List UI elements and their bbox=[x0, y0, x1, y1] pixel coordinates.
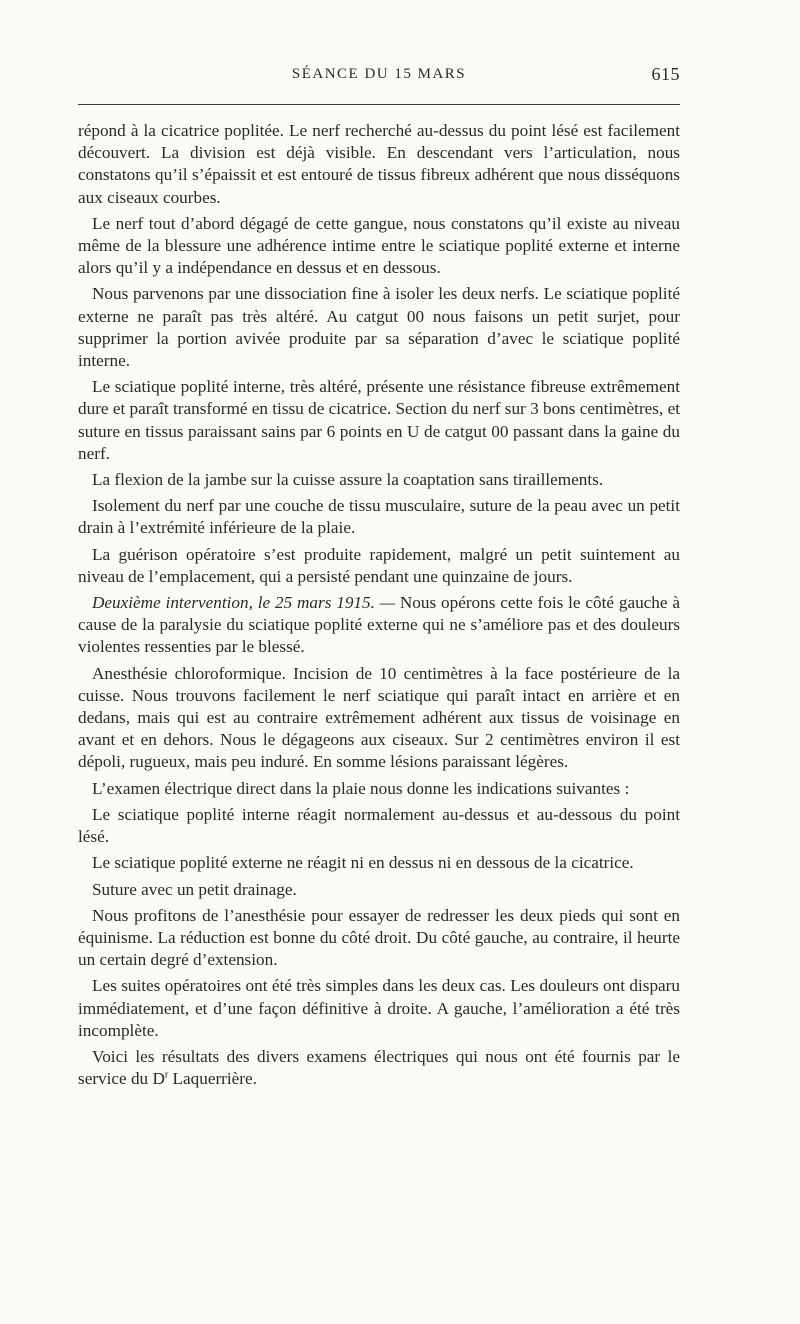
paragraph: La flexion de la jambe sur la cuisse assure la coaptation sans tiraillements. bbox=[92, 470, 604, 490]
paragraph: Le nerf tout d’abord dégagé de cette gangue, nous constatons qu’il existe au niveau même de la blessure une adhérence intime entre le sciatique poplité externe et interne alors qu’il y a indépendance en dessus et en dessous. bbox=[78, 213, 680, 278]
header-title: SÉANCE DU 15 MARS bbox=[291, 66, 467, 82]
results-intro: Voici les résultats des divers examens électriques qui nous ont été bbox=[92, 1046, 575, 1066]
paragraph: Le sciatique poplité interne réagit normalement au-dessus et au-dessous du point lésé. bbox=[78, 804, 680, 847]
paragraph: Anesthésie chloroformique. Incision de 10 centimètres à la face postérieure de la cuisse. Nous trouvons facilement le nerf sciatique qui paraît intact en arrière et en dedans, mais qui est au contraire extrêmement adhérent aux tissus de voisinage en avant et en dehors. Nous le dégageons aux ciseaux. Sur 2 centimètres environ il est dépoli, rugueux, mais peu induré. En somme lésions paraissant légères. bbox=[78, 663, 680, 772]
paragraph: Isolement du nerf par une couche de tissu musculaire, suture de la peau avec un petit drain à l’extrémité inférieure de la plaie. bbox=[78, 496, 680, 538]
body-text bbox=[78, 120, 680, 1094]
paragraph: Le sciatique poplité externe ne réagit ni en dessus ni en dessous de la cicatrice. bbox=[92, 853, 634, 873]
paragraph: L’examen électrique direct dans la plaie nous donne les indications suivantes : bbox=[92, 778, 630, 798]
paragraph: Nous profitons de l’anesthésie pour essayer de redresser les deux pieds qui sont en équinisme. La réduction est bonne du côté droit. Du côté gauche, au contraire, il heurte un certain degré d’extension. bbox=[78, 905, 680, 970]
doctor-title-sup: r bbox=[164, 1069, 169, 1081]
paragraph-results bbox=[78, 1046, 680, 1090]
second-intervention-text: Nous opérons cette fois le côté gauche à cause de la paralysie du sciatique poplité externe qui ne s’améliore pas et des douleurs violentes ressenties par le blessé. bbox=[78, 593, 680, 657]
paragraph-second-intervention bbox=[78, 592, 680, 659]
paragraph: Nous parvenons par une dissociation fine à isoler les deux nerfs. Le sciatique poplité externe ne paraît pas très altéré. Au catgut 00 nous faisons un petit surjet, pour supprimer la portion avivée produite par sa séparation d’avec le sciatique poplité interne. bbox=[78, 284, 680, 371]
paragraph: Les suites opératoires ont été très simples dans les deux cas. Les douleurs ont disparu immédiatement, et d’une façon définitive à droite. A gauche, l’amélioration a été très incomplète. bbox=[78, 976, 680, 1040]
header-rule bbox=[78, 104, 680, 105]
running-header bbox=[78, 64, 680, 88]
paragraph: répond à la cicatrice poplitée. Le nerf recherché au-dessus du point lésé est facilement découvert. La division est déjà visible. En descendant vers l’articulation, nous constatons qu’il s’épaissit et est entouré de tissus fibreux adhérent que nous disséquons aux ciseaux courbes. bbox=[78, 121, 680, 207]
page-number: 615 bbox=[651, 64, 680, 84]
doctor-title: D bbox=[152, 1069, 165, 1089]
paragraph: Suture avec un petit drainage. bbox=[92, 879, 297, 899]
paragraph: Le sciatique poplité interne, très altéré, présente une résistance fibreuse extrêmement dure et paraît transformé en tissu de cicatrice. Section du nerf sur 3 bons centimètres, et suture en tissus paraissant sains par 6 points en U de catgut 00 passant dans la gaine du nerf. bbox=[78, 377, 680, 463]
paragraph: La guérison opératoire s’est produite rapidement, malgré un petit suintement au niveau de l’emplacement, qui a persisté pendant une quinzaine de jours. bbox=[78, 544, 680, 586]
results-source: fournis par le service du bbox=[78, 1046, 680, 1089]
second-intervention-heading: Deuxième intervention, le 25 mars 1915. — bbox=[92, 593, 396, 613]
doctor-name: Laquerrière. bbox=[172, 1069, 257, 1089]
